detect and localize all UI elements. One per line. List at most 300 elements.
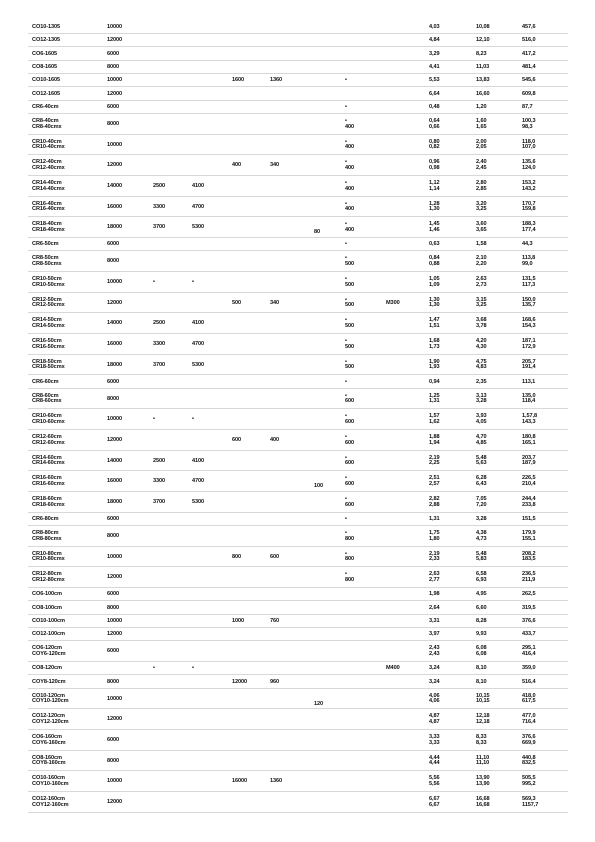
cell-j: 1,30	[429, 296, 440, 303]
cell-a: CO8-120cm	[32, 665, 62, 672]
cell-k: 2,80	[476, 180, 487, 187]
cell-l: 295,1	[522, 645, 536, 652]
cell-b: 6000	[107, 515, 120, 522]
cell-a: CR10-80cmx	[32, 556, 65, 563]
cell-l: 113,8	[522, 255, 536, 262]
cell-l: 150,0	[522, 296, 536, 303]
cell-j: 1,51	[429, 323, 440, 329]
cell-b: 16000	[107, 203, 123, 210]
cell-k: 4,85	[476, 439, 487, 446]
cell-d: 4100	[192, 182, 205, 189]
cell-l: 87,7	[522, 103, 533, 110]
cell-k: 3,65	[476, 227, 487, 233]
row-divider	[28, 525, 568, 526]
cell-j: 1,80	[429, 535, 440, 542]
cell-j: 1,25	[429, 392, 440, 399]
cell-a: CO12-120cm	[32, 713, 65, 720]
cell-a: CO8-160cm	[32, 754, 62, 761]
cell-h-bullet: •	[345, 276, 347, 283]
cell-l: 1,57,8	[522, 413, 537, 420]
cell-b: 18000	[107, 224, 123, 231]
cell-k: 8,10	[476, 665, 487, 672]
row-divider	[28, 134, 568, 135]
cell-k: 5,83	[476, 556, 487, 563]
cell-l: 44,3	[522, 241, 533, 248]
cell-j: 1,31	[429, 398, 440, 405]
cell-a: CR10-60cm	[32, 413, 62, 420]
row-divider	[28, 627, 568, 628]
cell-l: 183,5	[522, 556, 536, 563]
cell-f: 340	[270, 299, 280, 306]
cell-l: 440,8	[522, 754, 536, 761]
row-divider	[28, 450, 568, 451]
cell-k: 2,35	[476, 378, 487, 385]
cell-l: 226,5	[522, 475, 536, 482]
cell-a: CR16-40cm	[32, 200, 62, 207]
cell-j: 4,44	[429, 754, 440, 761]
row-divider	[28, 86, 568, 87]
cell-a: CR14-40cm	[32, 180, 62, 187]
cell-k: 3,25	[476, 206, 487, 213]
cell-e: 800	[232, 553, 242, 560]
cell-j: 2,33	[429, 556, 440, 563]
cell-b: 10000	[107, 695, 123, 702]
cell-j: 1,09	[429, 281, 440, 288]
cell-j: 2,43	[429, 645, 440, 652]
cell-a: CR16-50cm	[32, 338, 62, 345]
cell-i: M400	[386, 665, 400, 672]
cell-l: 135,0	[522, 392, 536, 399]
row-divider	[28, 812, 568, 813]
cell-h-value: 500	[345, 302, 355, 309]
cell-l: 143,3	[522, 419, 536, 425]
cell-j: 1,47	[429, 317, 440, 324]
cell-c: •	[153, 416, 155, 423]
cell-j: 2,88	[429, 501, 440, 508]
cell-k: 13,90	[476, 775, 490, 782]
cell-a: CO12-100cm	[32, 631, 65, 638]
cell-l: 609,8	[522, 90, 536, 97]
cell-a: CR16-60cmx	[32, 481, 65, 487]
cell-k: 16,60	[476, 90, 490, 97]
row-divider	[28, 587, 568, 588]
row-divider	[28, 600, 568, 601]
cell-j: 3,24	[429, 678, 440, 685]
cell-i: M300	[386, 299, 400, 306]
cell-d: 4700	[192, 478, 205, 485]
cell-l: 118,4	[522, 398, 536, 405]
cell-k: 6,43	[476, 481, 487, 487]
cell-l: 481,4	[522, 63, 536, 70]
cell-h-bullet: •	[345, 159, 347, 166]
cell-k: 6,08	[476, 651, 487, 657]
cell-k: 1,58	[476, 241, 487, 248]
row-divider	[28, 546, 568, 547]
cell-h-bullet: •	[345, 358, 347, 365]
cell-b: 6000	[107, 378, 120, 385]
cell-b: 12000	[107, 299, 123, 306]
cell-h-bullet: •	[345, 413, 347, 420]
cell-h-value: 800	[345, 556, 355, 563]
cell-a: COY8-120cm	[32, 678, 66, 685]
cell-h-value: 800	[345, 535, 355, 542]
cell-a: CO10-100cm	[32, 617, 65, 624]
cell-j: 0,63	[429, 241, 440, 248]
cell-h-value: 600	[345, 439, 355, 446]
cell-j: 1,12	[429, 180, 440, 187]
cell-a: CR14-50cm	[32, 317, 62, 324]
cell-k: 4,75	[476, 358, 487, 365]
cell-k: 4,05	[476, 419, 487, 425]
cell-k: 2,85	[476, 185, 487, 192]
row-divider	[28, 374, 568, 375]
cell-a: CR18-60cm	[32, 496, 62, 503]
cell-h-bullet: •	[345, 392, 347, 399]
cell-l: 135,7	[522, 302, 536, 309]
row-divider	[28, 271, 568, 272]
cell-f: 1360	[270, 77, 283, 84]
cell-l: 516,0	[522, 37, 536, 44]
cell-h-value: 500	[345, 323, 355, 329]
cell-b: 8000	[107, 258, 120, 265]
cell-j: 0,98	[429, 165, 440, 171]
row-divider	[28, 566, 568, 567]
row-divider	[28, 354, 568, 355]
cell-a: COY8-160cm	[32, 760, 66, 767]
cell-a: CO6-100cm	[32, 591, 62, 598]
cell-l: 99,0	[522, 261, 533, 267]
cell-l: 135,6	[522, 159, 536, 166]
cell-a: CO8-1605	[32, 63, 58, 70]
cell-a: CR18-40cmx	[32, 227, 65, 233]
cell-a: CR8-40cm	[32, 118, 59, 125]
cell-a: CR16-40cmx	[32, 206, 65, 213]
cell-k: 6,58	[476, 571, 487, 578]
cell-j: 2,43	[429, 651, 440, 657]
cell-l: 180,8	[522, 434, 536, 441]
cell-l: 262,5	[522, 591, 536, 598]
cell-k: 2,05	[476, 144, 487, 151]
cell-a: CR10-50cm	[32, 276, 62, 283]
cell-k: 5,48	[476, 550, 487, 557]
cell-b: 6000	[107, 736, 120, 743]
cell-e: 1000	[232, 617, 245, 624]
cell-l: 995,2	[522, 781, 536, 787]
cell-j: 4,41	[429, 63, 440, 70]
cell-j: 2,51	[429, 475, 440, 482]
cell-j: 6,67	[429, 796, 440, 803]
cell-a: CO12-160cm	[32, 796, 65, 803]
cell-j: 4,44	[429, 760, 440, 767]
cell-l: 359,0	[522, 665, 536, 672]
cell-l: 177,4	[522, 227, 536, 233]
row-divider	[28, 408, 568, 409]
row-divider	[28, 614, 568, 615]
row-divider	[28, 640, 568, 641]
cell-a: CR12-50cmx	[32, 302, 65, 309]
cell-b: 18000	[107, 361, 123, 368]
cell-j: 5,56	[429, 775, 440, 782]
cell-k: 8,10	[476, 678, 487, 685]
cell-e: 600	[232, 436, 242, 443]
cell-l: 159,8	[522, 206, 536, 213]
cell-e: 16000	[232, 778, 248, 785]
cell-j: 5,53	[429, 77, 440, 84]
row-divider	[28, 750, 568, 751]
cell-a: CR6-50cm	[32, 241, 59, 248]
cell-k: 4,20	[476, 338, 487, 345]
cell-j: 0,82	[429, 144, 440, 151]
cell-a: CR12-50cm	[32, 296, 62, 303]
cell-l: 417,2	[522, 50, 536, 57]
cell-l: 203,7	[522, 454, 536, 461]
cell-h-value: 600	[345, 398, 355, 405]
cell-h-value: 500	[345, 364, 355, 371]
cell-a: CO10-160cm	[32, 775, 65, 782]
cell-j: 2,64	[429, 604, 440, 611]
cell-k: 10,15	[476, 692, 490, 699]
cell-b: 8000	[107, 395, 120, 402]
cell-c: •	[153, 278, 155, 285]
cell-k: 3,15	[476, 296, 487, 303]
cell-h-value: 600	[345, 419, 355, 425]
cell-j: 4,06	[429, 692, 440, 699]
cell-a: CR16-50cmx	[32, 343, 65, 350]
cell-b: 10000	[107, 778, 123, 785]
cell-h-bullet: •	[345, 530, 347, 537]
cell-g: 100	[314, 483, 324, 490]
cell-b: 8000	[107, 678, 120, 685]
row-divider	[28, 100, 568, 101]
cell-j: 4,06	[429, 698, 440, 705]
cell-j: 1,46	[429, 227, 440, 233]
cell-b: 16000	[107, 340, 123, 347]
cell-j: 0,48	[429, 103, 440, 110]
cell-j: 4,84	[429, 37, 440, 44]
cell-a: CR12-40cmx	[32, 165, 65, 171]
cell-a: CR10-80cm	[32, 550, 62, 557]
cell-l: 179,9	[522, 530, 536, 537]
cell-j: 1,98	[429, 591, 440, 598]
cell-j: 6,67	[429, 801, 440, 808]
cell-b: 6000	[107, 648, 120, 655]
cell-b: 12000	[107, 631, 123, 638]
cell-d: 4100	[192, 320, 205, 327]
cell-a: CR10-40cmx	[32, 144, 65, 151]
cell-d: 5300	[192, 361, 205, 368]
cell-a: COY10-160cm	[32, 781, 69, 787]
cell-h-value: 400	[345, 165, 355, 171]
cell-c: 2500	[153, 182, 166, 189]
cell-k: 3,13	[476, 392, 487, 399]
cell-c: 3700	[153, 224, 166, 231]
cell-d: •	[192, 278, 194, 285]
cell-e: 1600	[232, 77, 245, 84]
cell-b: 14000	[107, 182, 123, 189]
row-divider	[28, 237, 568, 238]
cell-h: •	[345, 241, 347, 248]
cell-h-bullet: •	[345, 138, 347, 145]
cell-l: 155,1	[522, 535, 536, 542]
cell-l: 170,7	[522, 200, 536, 207]
cell-h-bullet: •	[345, 221, 347, 228]
cell-k: 2,20	[476, 261, 487, 267]
cell-a: CR14-40cmx	[32, 185, 65, 192]
cell-k: 3,78	[476, 323, 487, 329]
row-divider	[28, 312, 568, 313]
cell-j: 1,93	[429, 364, 440, 371]
cell-l: 569,3	[522, 796, 536, 803]
cell-a: CR8-60cmx	[32, 398, 62, 405]
row-divider	[28, 250, 568, 251]
cell-b: 8000	[107, 757, 120, 764]
cell-c: 3700	[153, 498, 166, 505]
cell-f: 1360	[270, 778, 283, 785]
row-divider	[28, 729, 568, 730]
cell-j: 1,30	[429, 206, 440, 213]
cell-j: 3,97	[429, 631, 440, 638]
cell-j: 6,64	[429, 90, 440, 97]
cell-k: 12,18	[476, 713, 490, 720]
cell-l: 205,7	[522, 358, 536, 365]
cell-k: 13,83	[476, 77, 490, 84]
cell-l: 118,0	[522, 138, 536, 145]
cell-a: CR12-40cm	[32, 159, 62, 166]
cell-l: 433,7	[522, 631, 536, 638]
cell-h-bullet: •	[345, 180, 347, 187]
row-divider	[28, 292, 568, 293]
cell-h-value: 500	[345, 343, 355, 350]
cell-j: 2,19	[429, 454, 440, 461]
cell-k: 1,60	[476, 118, 487, 125]
cell-l: 124,0	[522, 165, 536, 171]
cell-j: 3,33	[429, 739, 440, 746]
cell-k: 2,73	[476, 281, 487, 288]
cell-d: •	[192, 665, 194, 672]
cell-b: 12000	[107, 716, 123, 723]
cell-j: 1,45	[429, 221, 440, 228]
cell-b: 8000	[107, 63, 120, 70]
cell-l: 545,6	[522, 77, 536, 84]
cell-d: •	[192, 416, 194, 423]
cell-k: 8,23	[476, 50, 487, 57]
cell-k: 3,20	[476, 200, 487, 207]
cell-b: 8000	[107, 532, 120, 539]
cell-a: CR10-60cmx	[32, 419, 65, 425]
cell-j: 1,75	[429, 530, 440, 537]
cell-h-bullet: •	[345, 338, 347, 345]
cell-h-value: 400	[345, 185, 355, 192]
cell-l: 477,0	[522, 713, 536, 720]
cell-b: 14000	[107, 457, 123, 464]
cell-j: 0,84	[429, 255, 440, 262]
cell-k: 7,05	[476, 496, 487, 503]
cell-h-bullet: •	[345, 454, 347, 461]
cell-j: 2,19	[429, 550, 440, 557]
cell-h-bullet: •	[345, 317, 347, 324]
cell-d: 5300	[192, 498, 205, 505]
cell-j: 1,68	[429, 338, 440, 345]
row-divider	[28, 661, 568, 662]
cell-g: 120	[314, 700, 324, 707]
cell-a: CR10-40cm	[32, 138, 62, 145]
cell-l: 233,8	[522, 501, 536, 508]
cell-l: 716,4	[522, 719, 536, 725]
cell-k: 8,28	[476, 617, 487, 624]
cell-e: 500	[232, 299, 242, 306]
cell-k: 11,10	[476, 760, 490, 767]
cell-l: 188,3	[522, 221, 536, 228]
cell-a: CR18-60cmx	[32, 501, 65, 508]
cell-k: 4,95	[476, 591, 487, 598]
cell-a: CR12-80cmx	[32, 577, 65, 583]
cell-h-bullet: •	[345, 571, 347, 578]
cell-l: 98,3	[522, 123, 533, 130]
cell-a: CO6-1605	[32, 50, 58, 57]
cell-a: CR18-50cmx	[32, 364, 65, 371]
cell-j: 1,14	[429, 185, 440, 192]
cell-l: 211,9	[522, 577, 536, 583]
cell-k: 4,83	[476, 364, 487, 371]
cell-l: 376,6	[522, 617, 536, 624]
cell-j: 1,28	[429, 200, 440, 207]
row-divider	[28, 175, 568, 176]
cell-j: 1,62	[429, 419, 440, 425]
cell-a: CR18-50cm	[32, 358, 62, 365]
row-divider	[28, 770, 568, 771]
cell-h-value: 500	[345, 261, 355, 267]
cell-j: 0,64	[429, 118, 440, 125]
cell-l: 516,4	[522, 678, 536, 685]
cell-h-value: 500	[345, 281, 355, 288]
cell-c: 2500	[153, 457, 166, 464]
cell-j: 1,94	[429, 439, 440, 446]
cell-b: 6000	[107, 103, 120, 110]
cell-a: CO10-1305	[32, 23, 61, 30]
cell-j: 3,31	[429, 617, 440, 624]
cell-j: 2,63	[429, 571, 440, 578]
cell-a: CR8-60cm	[32, 392, 59, 399]
cell-l: 191,4	[522, 364, 536, 371]
cell-a: CR18-40cm	[32, 221, 62, 228]
cell-f: 340	[270, 162, 280, 169]
cell-k: 8,33	[476, 739, 487, 746]
cell-a: CR6-80cm	[32, 515, 59, 522]
cell-h: •	[345, 103, 347, 110]
cell-a: CR12-60cmx	[32, 439, 65, 446]
cell-a: CR16-60cm	[32, 475, 62, 482]
cell-l: 153,2	[522, 180, 536, 187]
cell-k: 6,60	[476, 604, 487, 611]
cell-a: CO6-160cm	[32, 734, 62, 741]
cell-k: 16,68	[476, 796, 490, 803]
cell-j: 1,57	[429, 413, 440, 420]
cell-h-bullet: •	[345, 434, 347, 441]
row-divider	[28, 333, 568, 334]
cell-j: 2,57	[429, 481, 440, 487]
cell-l: 244,4	[522, 496, 536, 503]
row-divider	[28, 512, 568, 513]
row-divider	[28, 73, 568, 74]
cell-f: 960	[270, 678, 280, 685]
cell-b: 10000	[107, 416, 123, 423]
cell-l: 151,5	[522, 515, 536, 522]
cell-k: 12,18	[476, 719, 490, 725]
cell-a: CO12-1605	[32, 90, 61, 97]
cell-a: COY10-120cm	[32, 698, 69, 705]
cell-a: COY6-120cm	[32, 651, 66, 657]
cell-j: 1,30	[429, 302, 440, 309]
